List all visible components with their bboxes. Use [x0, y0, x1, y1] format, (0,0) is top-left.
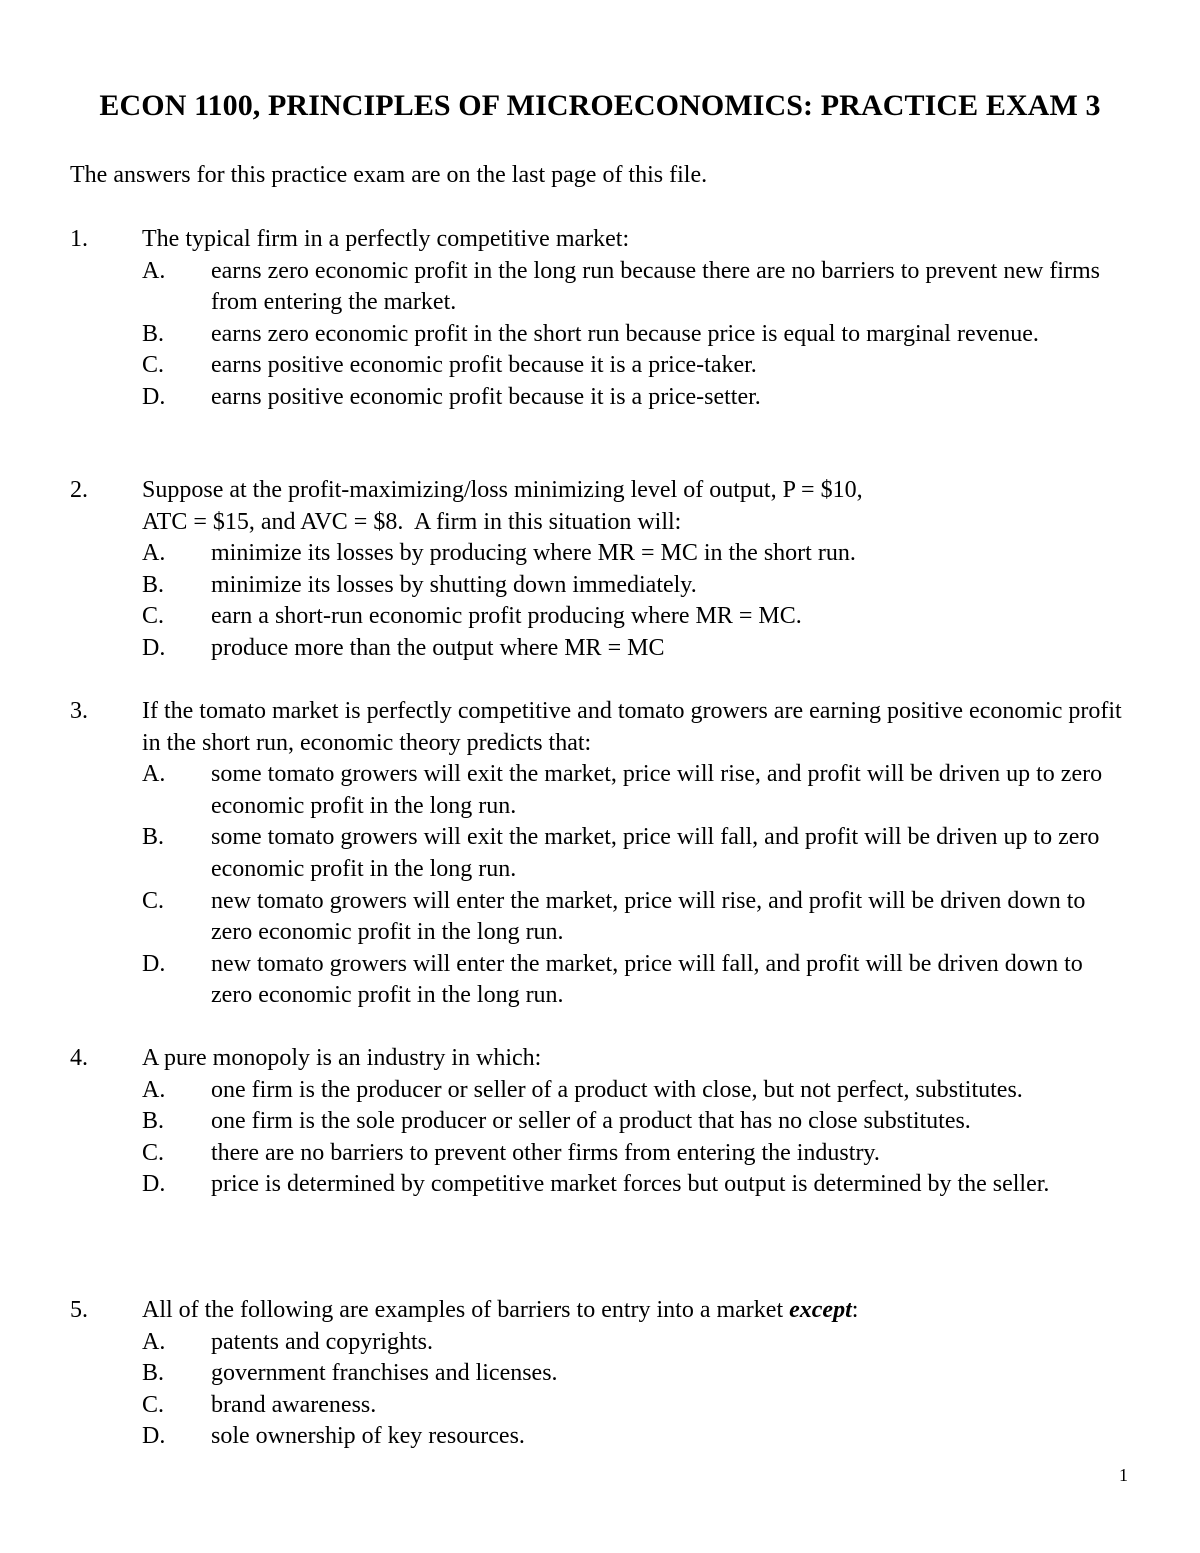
question-text	[142, 475, 1130, 538]
option-text: some tomato growers will exit the market, price will fall, and profit will be driven up to zero economic profit in the long run.	[211, 824, 1100, 882]
option-text: government franchises and licenses.	[211, 1360, 558, 1387]
question-text	[142, 1295, 1130, 1327]
answer-option-d	[142, 1169, 1130, 1201]
option-text: earns zero economic profit in the long run because there are no barriers to prevent new firms from entering the market.	[211, 257, 1100, 316]
question-text-line-2: ATC = $15, and AVC = $8. A firm in this situation will:	[142, 508, 682, 535]
answer-option-b	[142, 822, 1130, 885]
answer-option-a	[142, 256, 1130, 319]
question-number: 4.	[70, 1045, 88, 1071]
question-text-emphasis: except	[789, 1297, 852, 1323]
option-letter: A.	[142, 540, 166, 567]
answer-option-b	[142, 1106, 1130, 1138]
answer-option-c	[142, 601, 1130, 633]
option-text: earns positive economic profit because it is a price-taker.	[211, 352, 757, 379]
answer-option-c	[142, 1138, 1130, 1170]
answer-option-c	[142, 1390, 1130, 1422]
option-letter: B.	[142, 824, 165, 851]
option-text: some tomato growers will exit the market, price will rise, and profit will be driven up to zero economic profit in the long run.	[211, 761, 1103, 819]
option-text: there are no barriers to prevent other firms from entering the industry.	[211, 1139, 880, 1166]
option-letter: A.	[142, 1076, 166, 1103]
option-text: brand awareness.	[211, 1391, 377, 1418]
answer-option-a	[142, 538, 1130, 570]
question-text: If the tomato market is perfectly competitive and tomato growers are earning positive economic profit in the short run, economic theory predicts that:	[142, 698, 1122, 756]
question-2	[70, 475, 1130, 665]
question-1	[70, 224, 1130, 414]
page-number: 1	[1119, 1465, 1128, 1485]
answer-option-b	[142, 570, 1130, 602]
option-letter: C.	[142, 352, 165, 379]
option-text: earns zero economic profit in the short run because price is equal to marginal revenue.	[211, 320, 1039, 347]
option-text: earn a short-run economic profit producing where MR = MC.	[211, 603, 802, 630]
option-letter: D.	[142, 1423, 166, 1450]
answer-option-d	[142, 949, 1130, 1012]
answer-option-c	[142, 350, 1130, 382]
option-text: sole ownership of key resources.	[211, 1423, 525, 1450]
answer-option-d	[142, 382, 1130, 414]
option-text: patents and copyrights.	[211, 1328, 433, 1355]
question-text-line-1: Suppose at the profit-maximizing/loss minimizing level of output, P = $10,	[142, 477, 863, 503]
question-3	[70, 696, 1130, 1012]
option-letter: B.	[142, 320, 165, 347]
answer-option-a	[142, 1075, 1130, 1107]
page-title: ECON 1100, PRINCIPLES OF MICROECONOMICS: PRACTICE EXAM 3	[99, 89, 1101, 122]
answer-option-a	[142, 759, 1130, 822]
option-text: new tomato growers will enter the market, price will rise, and profit will be driven down to zero economic profit in the long run.	[211, 887, 1086, 946]
option-letter: D.	[142, 1171, 166, 1198]
option-letter: D.	[142, 634, 166, 661]
question-number: 3.	[70, 698, 88, 724]
option-text: one firm is the producer or seller of a product with close, but not perfect, substitutes.	[211, 1076, 1023, 1103]
answer-option-c	[142, 886, 1130, 949]
answer-option-b	[142, 1358, 1130, 1390]
question-text-end: :	[851, 1297, 859, 1323]
intro-text: The answers for this practice exam are on the last page of this file.	[70, 162, 708, 188]
option-letter: D.	[142, 950, 166, 977]
answer-option-b	[142, 319, 1130, 351]
question-number: 2.	[70, 477, 88, 503]
question-number: 5.	[70, 1297, 88, 1323]
option-text: produce more than the output where MR = MC	[211, 634, 665, 661]
option-letter: B.	[142, 1108, 165, 1135]
option-text: one firm is the sole producer or seller of a product that has no close substitutes.	[211, 1108, 971, 1135]
question-text: The typical firm in a perfectly competitive market:	[142, 226, 630, 252]
option-text: price is determined by competitive market forces but output is determined by the seller.	[211, 1171, 1050, 1198]
option-letter: B.	[142, 1360, 165, 1387]
option-letter: C.	[142, 1139, 165, 1166]
question-number: 1.	[70, 226, 88, 252]
option-letter: C.	[142, 1391, 165, 1418]
option-text: minimize its losses by shutting down immediately.	[211, 571, 697, 598]
question-text: A pure monopoly is an industry in which:	[142, 1045, 542, 1071]
answer-option-d	[142, 633, 1130, 665]
question-4	[70, 1043, 1130, 1201]
option-text: new tomato growers will enter the market, price will fall, and profit will be driven down to zero economic profit in the long run.	[211, 950, 1083, 1009]
option-letter: C.	[142, 887, 165, 914]
option-letter: A.	[142, 1328, 166, 1355]
option-letter: A.	[142, 257, 166, 284]
option-text: minimize its losses by producing where MR = MC in the short run.	[211, 540, 856, 567]
question-5	[70, 1295, 1130, 1453]
option-letter: A.	[142, 761, 166, 788]
question-text-start: All of the following are examples of barriers to entry into a market	[142, 1297, 790, 1323]
answer-option-a	[142, 1327, 1130, 1359]
option-letter: D.	[142, 383, 166, 410]
option-letter: B.	[142, 571, 165, 598]
option-letter: C.	[142, 603, 165, 630]
answer-option-d	[142, 1421, 1130, 1453]
option-text: earns positive economic profit because it is a price-setter.	[211, 383, 761, 410]
